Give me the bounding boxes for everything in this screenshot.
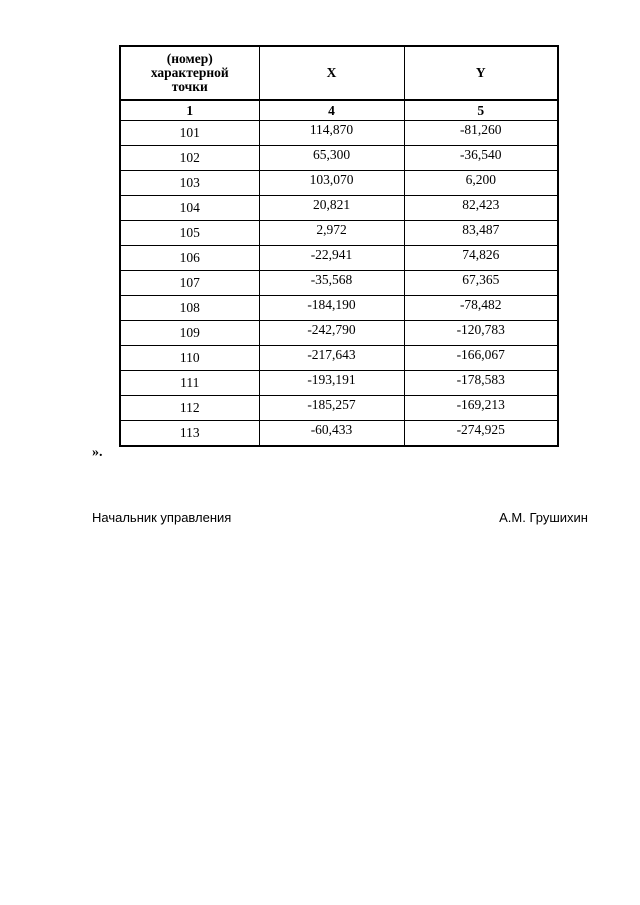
x-value-cell: -60,433 (259, 421, 404, 447)
x-value-cell: 65,300 (259, 146, 404, 171)
table-row (120, 296, 558, 321)
y-value-cell: 83,487 (404, 221, 558, 246)
point-number-cell: 106 (120, 246, 259, 271)
table-row (120, 196, 558, 221)
header-x: X (259, 46, 404, 100)
x-value-cell: -185,257 (259, 396, 404, 421)
table-row (120, 271, 558, 296)
y-value-cell: 6,200 (404, 171, 558, 196)
x-value-cell: 20,821 (259, 196, 404, 221)
header-point-number (120, 46, 259, 100)
y-value-cell: -36,540 (404, 146, 558, 171)
point-number-cell: 102 (120, 146, 259, 171)
x-value-cell: -35,568 (259, 271, 404, 296)
x-value-cell: -217,643 (259, 346, 404, 371)
table-row (120, 171, 558, 196)
y-value-cell: -120,783 (404, 321, 558, 346)
column-number-1: 1 (120, 100, 259, 121)
table-row (120, 221, 558, 246)
column-number-5: 5 (404, 100, 558, 121)
y-value-cell: -166,067 (404, 346, 558, 371)
point-number-cell: 101 (120, 121, 259, 146)
x-value-cell: -184,190 (259, 296, 404, 321)
table-row (120, 371, 558, 396)
y-value-cell: -78,482 (404, 296, 558, 321)
column-number-row (120, 100, 558, 121)
point-number-cell: 108 (120, 296, 259, 321)
table-row (120, 321, 558, 346)
y-value-cell: 67,365 (404, 271, 558, 296)
x-value-cell: -242,790 (259, 321, 404, 346)
coordinates-table (119, 45, 559, 447)
signature-name: А.М. Грушихин (499, 510, 588, 525)
table-row (120, 396, 558, 421)
point-number-cell: 111 (120, 371, 259, 396)
point-number-cell: 112 (120, 396, 259, 421)
table-row (120, 146, 558, 171)
x-value-cell: -193,191 (259, 371, 404, 396)
table-body (120, 121, 558, 447)
header-point-number-line1: (номер) (166, 50, 213, 66)
x-value-cell: 103,070 (259, 171, 404, 196)
y-value-cell: -178,583 (404, 371, 558, 396)
table-row (120, 121, 558, 146)
point-number-cell: 110 (120, 346, 259, 371)
signature-line (92, 510, 588, 525)
y-value-cell: 74,826 (404, 246, 558, 271)
header-y: Y (404, 46, 558, 100)
table-row (120, 246, 558, 271)
closing-quote: ». (92, 445, 103, 460)
x-value-cell: -22,941 (259, 246, 404, 271)
x-value-cell: 2,972 (259, 221, 404, 246)
y-value-cell: -81,260 (404, 121, 558, 146)
table-row (120, 421, 558, 447)
point-number-cell: 105 (120, 221, 259, 246)
header-point-number-line2: характерной (150, 64, 229, 80)
signature-position: Начальник управления (92, 510, 232, 525)
y-value-cell: 82,423 (404, 196, 558, 221)
point-number-cell: 109 (120, 321, 259, 346)
column-number-4: 4 (259, 100, 404, 121)
point-number-cell: 107 (120, 271, 259, 296)
point-number-cell: 113 (120, 421, 259, 447)
point-number-cell: 103 (120, 171, 259, 196)
y-value-cell: -169,213 (404, 396, 558, 421)
table-header-row (120, 46, 558, 100)
table-row (120, 346, 558, 371)
header-point-number-line3: точки (171, 79, 208, 95)
point-number-cell: 104 (120, 196, 259, 221)
y-value-cell: -274,925 (404, 421, 558, 447)
x-value-cell: 114,870 (259, 121, 404, 146)
